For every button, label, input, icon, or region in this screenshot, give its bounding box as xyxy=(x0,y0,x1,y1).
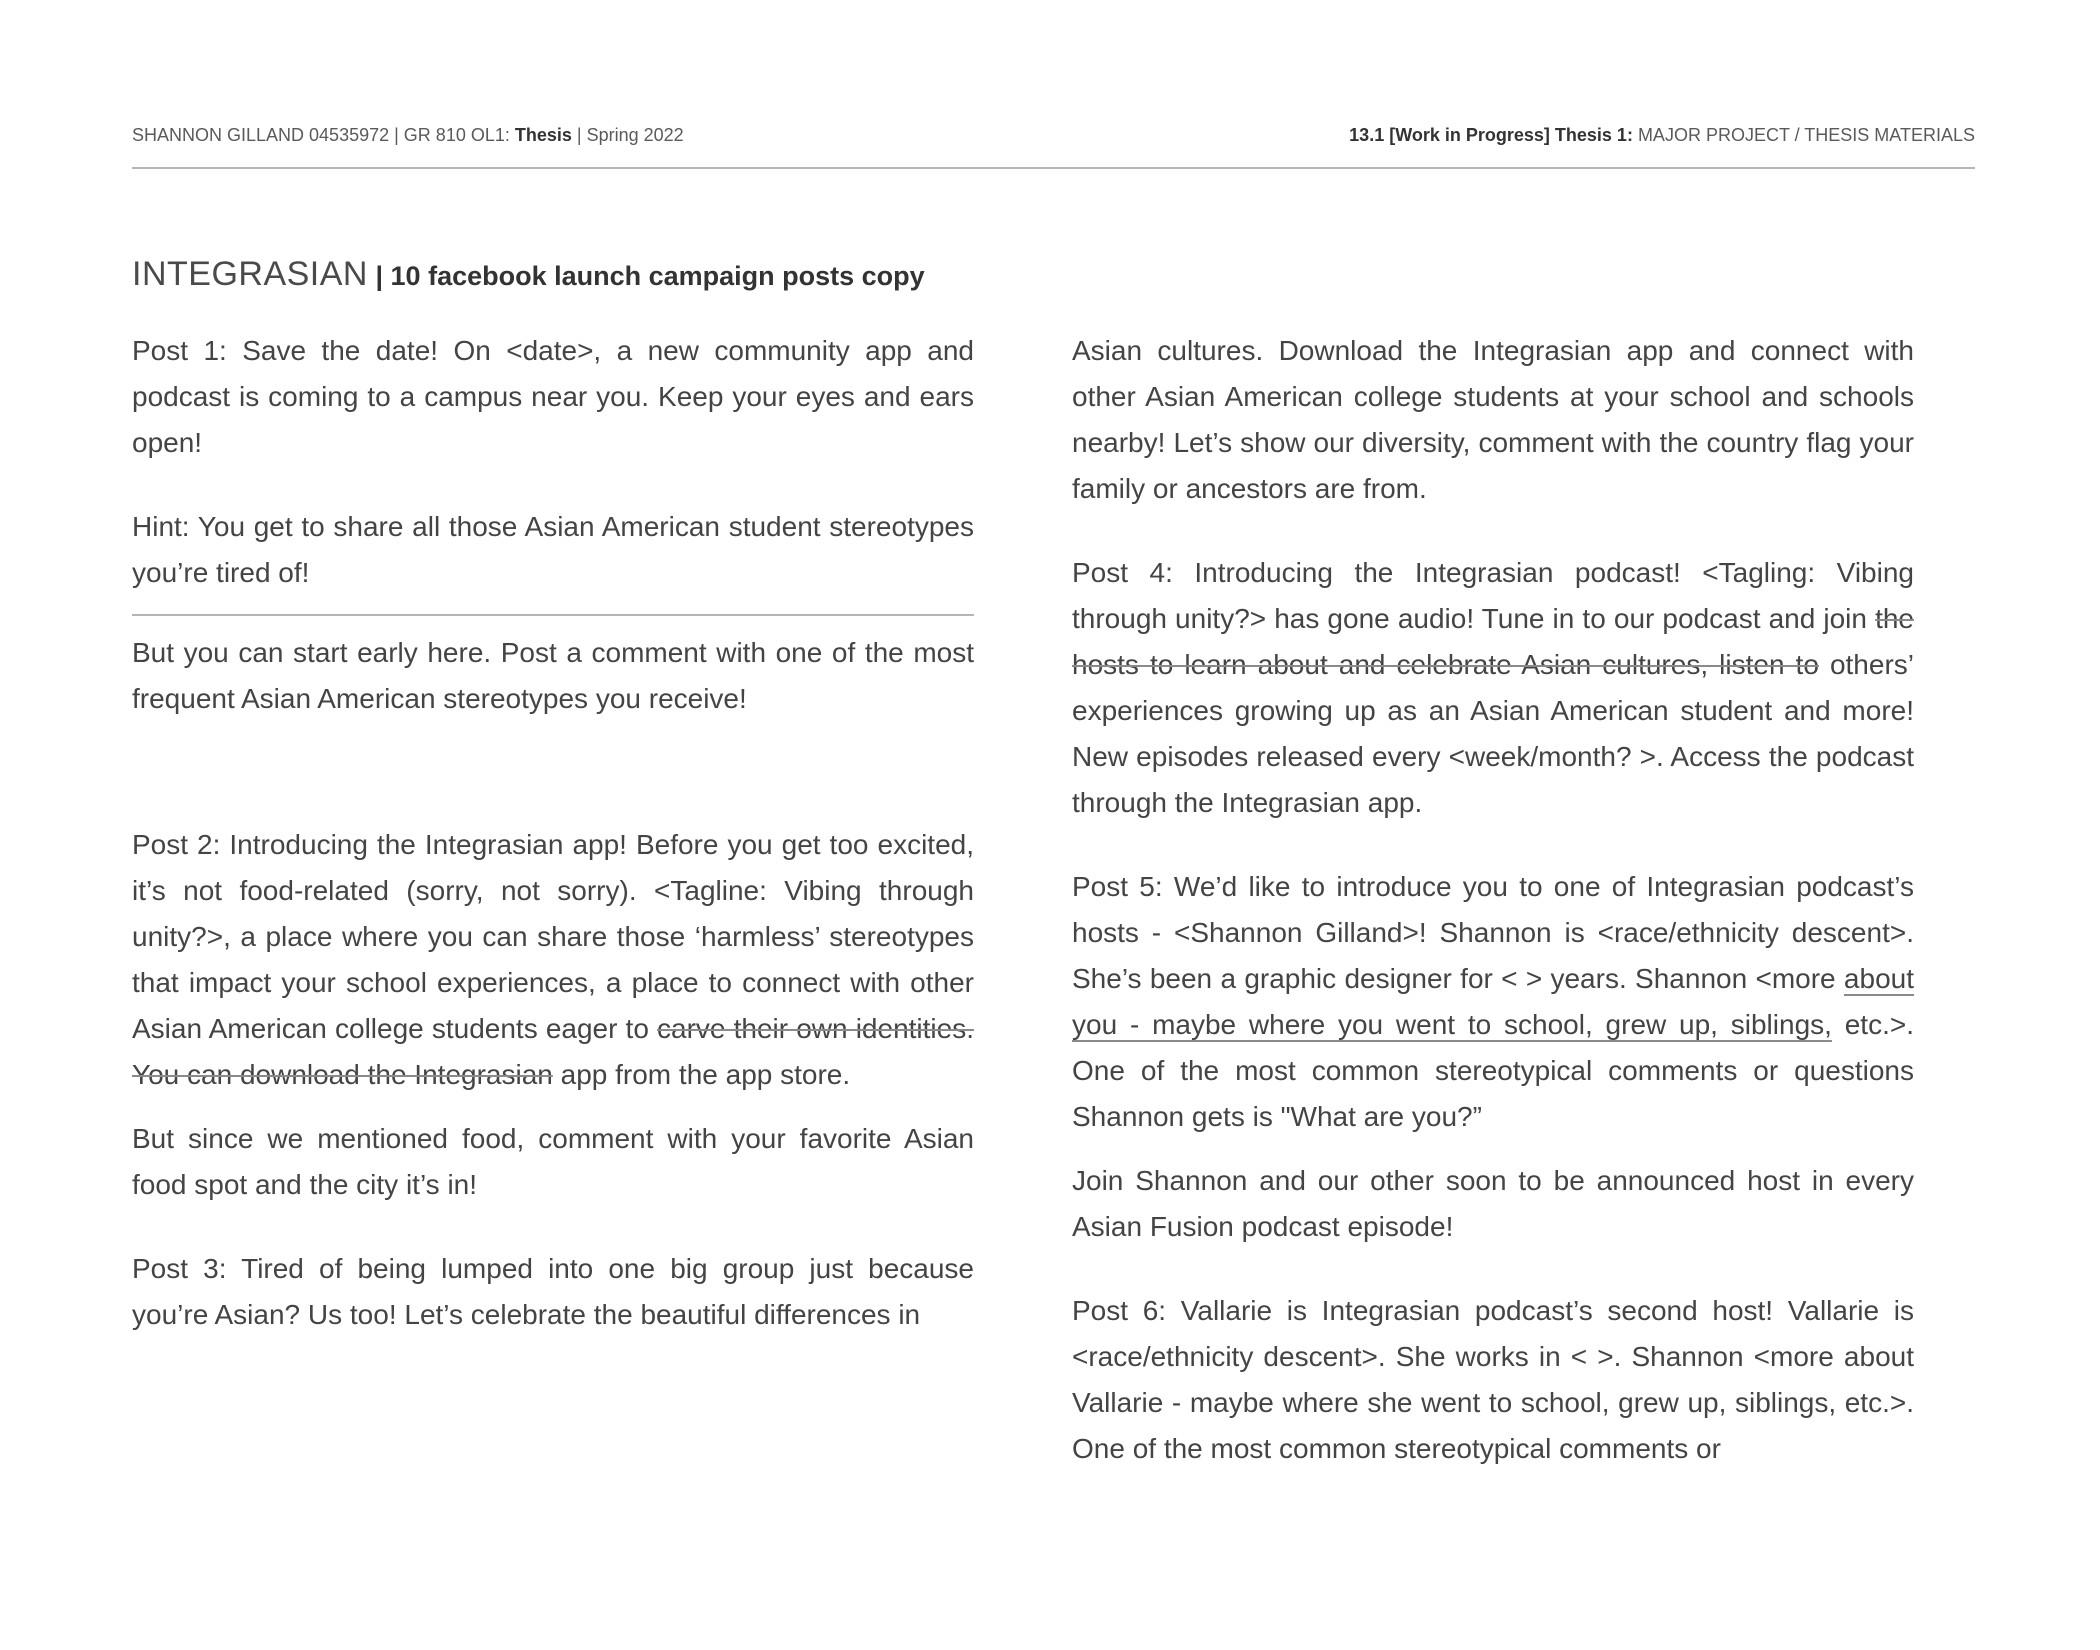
post-3-start: Post 3: Tired of being lumped into one big group just because you’re Asian? Us too! Let’s celebrate the beautiful differences in xyxy=(132,1253,974,1330)
post-5-call-to-action: Join Shannon and our other soon to be announced host in every Asian Fusion podcast episode! xyxy=(1072,1165,1914,1242)
post-3-end: Asian cultures. Download the Integrasian app and connect with other Asian American college students at your school and schools nearby! Let’s show our diversity, comment with the country flag your family or ancestors are from. xyxy=(1072,335,1914,504)
page-subtitle: | 10 facebook launch campaign posts copy xyxy=(367,261,925,291)
section-divider xyxy=(132,614,974,616)
post-1: Post 1: Save the date! On <date>, a new community app and podcast is coming to a campus near you. Keep your eyes and ears open! xyxy=(132,335,974,458)
header-course-info xyxy=(132,125,684,146)
header-assignment-info xyxy=(1349,125,1975,146)
post-2 xyxy=(132,822,974,1098)
header-term: | Spring 2022 xyxy=(571,125,684,145)
post-2-text-end: app from the app store. xyxy=(552,1059,851,1090)
header-course-name: Thesis xyxy=(514,125,572,145)
post-4-text-end: others’ experiences growing up as an Asian American student and more! New episodes released every <week/month? >. Access the podcast through the Integrasian app. xyxy=(1072,649,1914,818)
post-5 xyxy=(1072,864,1914,1140)
post-4-struck-text: the hosts to learn about and celebrate Asian cultures, listen to xyxy=(1072,603,1914,680)
post-1-hint: Hint: You get to share all those Asian American student stereotypes you’re tired of! xyxy=(132,511,974,588)
post-4-text: Post 4: Introducing the Integrasian podcast! <Tagling: Vibing through unity?> has gone audio! Tune in to our podcast and join xyxy=(1072,557,1914,634)
post-2-struck-text: carve their own identities. You can download the Integrasian xyxy=(132,1013,974,1090)
post-5-text-end: etc.>. One of the most common stereotypical comments or questions Shannon gets is "What are you?” xyxy=(1072,1009,1914,1132)
post-2-call-to-action: But since we mentioned food, comment with your favorite Asian food spot and the city it’s in! xyxy=(132,1123,974,1200)
post-4 xyxy=(1072,550,1914,826)
left-column xyxy=(132,328,974,1338)
header-assignment-number: 13.1 [Work in Progress] Thesis 1: xyxy=(1349,125,1633,145)
header-divider xyxy=(132,167,1975,169)
post-2-text: Post 2: Introducing the Integrasian app! Before you get too excited, it’s not food-related (sorry, not sorry). <Tagline: Vibing through unity?>, a place where you can share those ‘harmless’ stereotypes that impact your school experiences, a place to connect with other Asian American college students eager to xyxy=(132,829,974,1044)
post-6: Post 6: Vallarie is Integrasian podcast’s second host! Vallarie is <race/ethnicity descent>. She works in < >. Shannon <more about Vallarie - maybe where she went to school, grew up, siblings, etc.>. One of the most common stereotypical comments or xyxy=(1072,1295,1914,1464)
header-assignment-title: MAJOR PROJECT / THESIS MATERIALS xyxy=(1632,125,1975,145)
post-1-call-to-action: But you can start early here. Post a comment with one of the most frequent Asian American stereotypes you receive! xyxy=(132,637,974,714)
brand-name: INTEGRASIAN xyxy=(132,255,368,293)
right-column xyxy=(1072,328,1914,1472)
header-author-course: SHANNON GILLAND 04535972 | GR 810 OL1: xyxy=(132,125,515,145)
post-5-underlined-text: about you - maybe where you went to school, grew up, siblings, xyxy=(1072,963,1914,1040)
post-5-text: Post 5: We’d like to introduce you to one of Integrasian podcast’s hosts - <Shannon Gilland>! Shannon is <race/ethnicity descent>. She’s been a graphic designer for < > years. Shannon <more xyxy=(1072,871,1914,994)
page-title xyxy=(132,255,925,294)
